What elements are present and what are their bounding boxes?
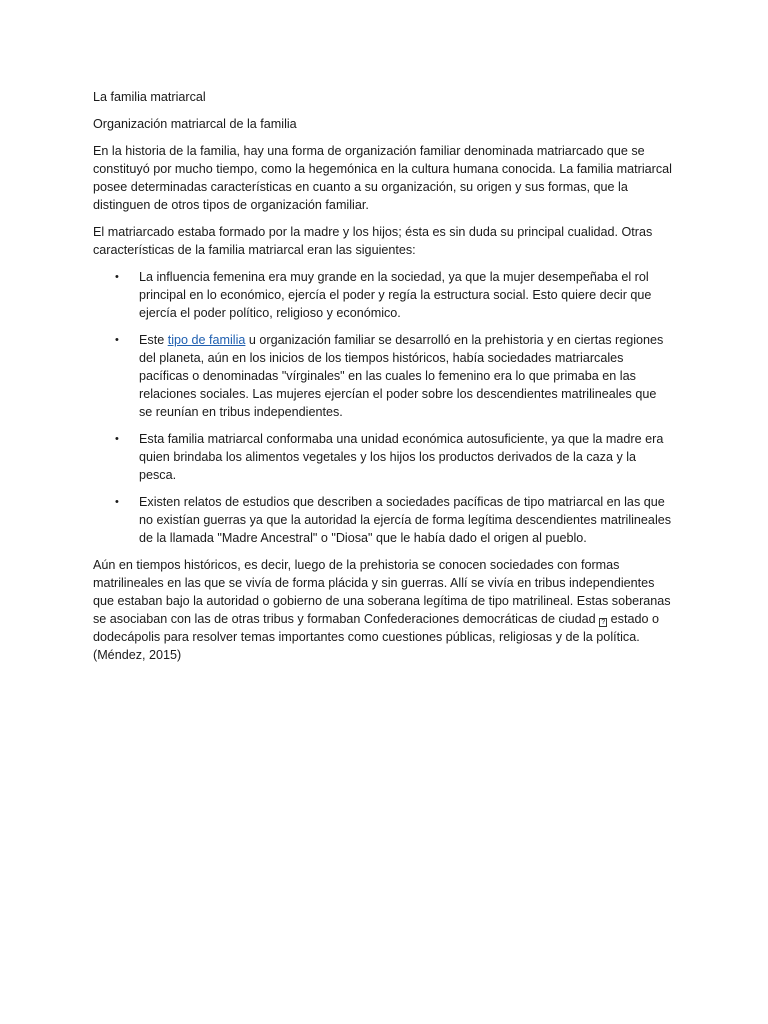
closing-text-part2: estado o dodecápolis para resolver temas importantes como cuestiones públicas, religiosas y de la política. (Méndez, 2015)	[93, 612, 659, 662]
bullet-icon: •	[115, 433, 119, 445]
characteristics-list	[93, 268, 672, 547]
list-item	[115, 331, 672, 421]
intro-paragraph: En la historia de la familia, hay una forma de organización familiar denominada matriarcado que se constituyó por mucho tiempo, como la hegemónica en la cultura humana conocida. La familia matriarcal posee determinadas características en cuanto a su organización, su origen y sus formas, que la distinguen de otros tipos de organización familiar.	[93, 144, 672, 212]
bullet-icon: •	[115, 334, 119, 346]
closing-paragraph	[93, 556, 672, 664]
list-item-text: La influencia femenina era muy grande en la sociedad, ya que la mujer desempeñaba el rol principal en lo económico, ejercía el poder y regía la estructura social. Esto quiere decir que ejercía el poder político, religioso y económico.	[139, 270, 652, 320]
list-item	[115, 268, 672, 322]
document-title: La familia matriarcal	[93, 90, 206, 104]
tipo-de-familia-link[interactable]: tipo de familia	[167, 333, 246, 347]
list-item-text: Esta familia matriarcal conformaba una unidad económica autosuficiente, ya que la madre era quien brindaba los alimentos vegetales y los hijos los productos derivados de la caza y la pesca.	[139, 432, 664, 482]
list-item	[115, 493, 672, 547]
document-subtitle: Organización matriarcal de la familia	[93, 117, 297, 131]
missing-glyph-icon: ?	[599, 618, 607, 627]
closing-text-part1: Aún en tiempos históricos, es decir, luego de la prehistoria se conocen sociedades con formas matrilineales en las que se vivía de forma plácida y sin guerras. Allí se vivía en tribus independientes que estaban bajo la autoridad o gobierno de una soberana legítima de tipo matrilineal. Estas soberanas se asociaban con las de otras tribus y formaban Confederaciones democráticas de ciudad	[93, 558, 671, 626]
bullet-icon: •	[115, 496, 119, 508]
bullet-icon: •	[115, 271, 119, 283]
characteristics-intro-paragraph: El matriarcado estaba formado por la madre y los hijos; ésta es sin duda su principal cualidad. Otras características de la familia matriarcal eran las siguientes:	[93, 225, 653, 257]
list-item-text-prefix: Este	[139, 333, 168, 347]
list-item-text-suffix: u organización familiar se desarrolló en la prehistoria y en ciertas regiones del planeta, aún en los inicios de los tiempos históricos, había sociedades matriarcales pacíficas o denominadas "vírginales" en las cuales lo femenino era lo que primaba en las relaciones sociales. Las mujeres ejercían el poder sobre los descendientes matrilineales que se reunían en tribus independientes.	[139, 333, 664, 419]
list-item	[115, 430, 672, 484]
list-item-text: Existen relatos de estudios que describen a sociedades pacíficas de tipo matriarcal en las que no existían guerras ya que la autoridad la ejercía de forma legítima descendientes matrilineales de la llamada "Madre Ancestral" o "Diosa" que le había dado el origen al pueblo.	[139, 495, 672, 545]
